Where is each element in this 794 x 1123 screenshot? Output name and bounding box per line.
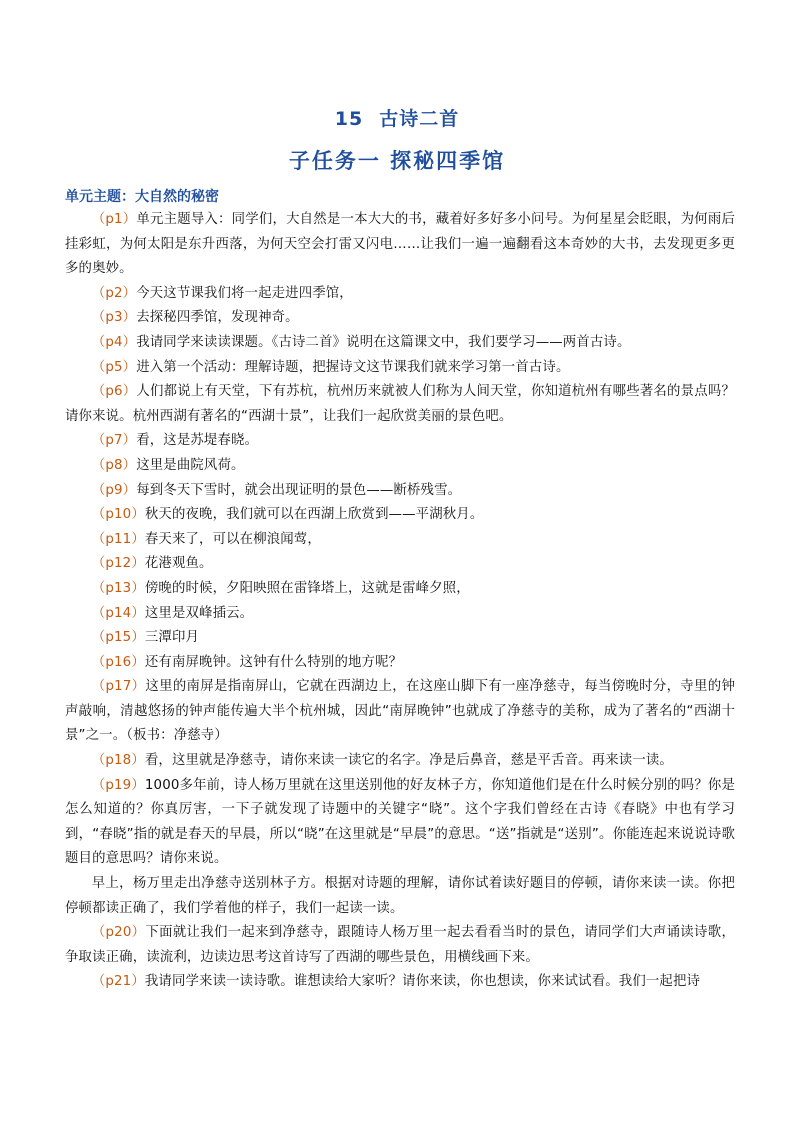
paragraph-tag: （p14） (91, 605, 145, 621)
paragraph (65, 503, 735, 528)
lesson-number: 15 (334, 108, 364, 130)
paragraph-text: 1000多年前，诗人杨万里就在这里送别他的好友林子方，你知道他们是在什么时候分别的吗？你是怎么知道的？你真厉害，一下子就发现了诗题中的关键字“晓”。这个字我们曾经在古诗《春晓》中也有学习到，“春晓”指的就是春天的早晨，所以“晓”在这里就是“早晨”的意思。“送”指就是“送别”。你能连起来说说诗歌题目的意思吗？请你来说。 (65, 777, 735, 867)
paragraph (65, 331, 735, 356)
paragraph-text: 今天这节课我们将一起走进四季馆， (136, 285, 353, 301)
lesson-title (0, 104, 794, 131)
paragraph-text: 每到冬天下雪时，就会出现证明的景色——断桥残雪。 (136, 482, 462, 498)
paragraph-tag: （p3） (91, 310, 137, 326)
subtask-title: 子任务一 探秘四季馆 (288, 149, 506, 173)
paragraph-text: 三潭印月 (144, 630, 200, 646)
paragraph-tag: （p10） (91, 507, 145, 523)
paragraph (65, 208, 735, 282)
paragraph (65, 651, 735, 676)
paragraph-tag: （p18） (91, 753, 145, 769)
paragraph-text: 我请同学来读读课题。《古诗二首》说明在这篇课文中，我们要学习——两首古诗。 (136, 334, 631, 350)
paragraph-text: 这里是曲院风荷。 (136, 457, 245, 473)
paragraph (65, 552, 735, 577)
paragraph-tag: （p15） (91, 630, 145, 646)
paragraph (65, 626, 735, 651)
paragraph-tag: （p1） (91, 212, 137, 227)
paragraph-tag: （p2） (91, 285, 137, 301)
paragraph-text: 早上，杨万里走出净慈寺送别林子方。根据对诗题的理解，请你试着读好题目的停顿，请你来读一读。你把停顿都读正确了，我们学着他的样子，我们一起读一读。 (65, 876, 735, 916)
paragraph (65, 282, 735, 307)
lesson-body (65, 208, 735, 995)
paragraph (65, 356, 735, 381)
paragraph-text: 进入第一个活动：理解诗题，把握诗文这节课我们就来学习第一首古诗。 (136, 359, 570, 375)
paragraph-tag: （p7） (91, 433, 137, 449)
lesson-title-text: 古诗二首 (379, 108, 460, 130)
paragraph-tag: （p5） (91, 359, 137, 375)
paragraph-text: 傍晚的时候，夕阳映照在雷锋塔上，这就是雷峰夕照， (144, 580, 470, 596)
paragraph-text: 这里的南屏是指南屏山，它就在西湖边上，在这座山脚下有一座净慈寺，每当傍晚时分，寺里的钟声敲响，清越悠扬的钟声能传遍大半个杭州城，因此“南屏晚钟”也就成了净慈寺的美称，成为了著名的“西湖十景”之一。（板书：净慈寺） (65, 679, 735, 744)
paragraph-text: 花港观鱼。 (144, 556, 213, 572)
paragraph (65, 602, 735, 627)
paragraph-tag: （p13） (91, 580, 145, 596)
paragraph (65, 528, 735, 553)
paragraph-text: 下面就让我们一起来到净慈寺，跟随诗人杨万里一起去看看当时的景色，请同学们大声诵读诗歌，争取读正确，读流利，边读边思考这首诗写了西湖的哪些景色，用横线画下来。 (65, 925, 735, 965)
paragraph (65, 749, 735, 774)
paragraph-text: 单元主题导入：同学们，大自然是一本大大的书，藏着好多好多小问号。为何星星会眨眼，为何雨后挂彩虹，为何太阳是东升西落，为何天空会打雷又闪电……让我们一遍一遍翻看这本奇妙的大书，去发现更多更多的奥妙。 (65, 212, 735, 277)
paragraph-text: 去探秘四季馆，发现神奇。 (136, 310, 299, 326)
paragraph-text: 春天来了，可以在柳浪闻莺， (144, 531, 321, 547)
paragraph (65, 675, 735, 749)
paragraph-tag: （p12） (91, 556, 145, 572)
paragraph (65, 429, 735, 454)
unit-theme: 单元主题：大自然的秘密 (65, 189, 219, 205)
paragraph-tag: （p4） (91, 334, 137, 350)
paragraph-tag: （p20） (91, 925, 146, 941)
paragraph-text: 我请同学来读一读诗歌。谁想读给大家听？请你来读，你也想读，你来试试看。我们一起把诗 (144, 974, 701, 990)
paragraph (65, 872, 735, 921)
paragraph (65, 577, 735, 602)
paragraph (65, 774, 735, 872)
paragraph-tag: （p16） (91, 654, 145, 670)
paragraph (65, 380, 735, 429)
paragraph-tag: （p19） (91, 777, 145, 793)
paragraph-text: 还有南屏晚钟。这钟有什么特别的地方呢？ (144, 654, 403, 670)
paragraph (65, 970, 735, 995)
paragraph-tag: （p6） (91, 384, 137, 400)
paragraph-tag: （p21） (91, 974, 145, 990)
paragraph (65, 921, 735, 970)
paragraph (65, 454, 735, 479)
paragraph-tag: （p9） (91, 482, 137, 498)
paragraph-text: 看，这是苏堤春晓。 (136, 433, 259, 449)
paragraph-text: 秋天的夜晚，我们就可以在西湖上欣赏到——平湖秋月。 (144, 507, 484, 523)
paragraph-text: 这里是双峰插云。 (144, 605, 254, 621)
paragraph-tag: （p11） (91, 531, 145, 547)
paragraph-text: 人们都说上有天堂，下有苏杭，杭州历来就被人们称为人间天堂，你知道杭州有哪些著名的景点吗？请你来说。杭州西湖有著名的“西湖十景”，让我们一起欣赏美丽的景色吧。 (65, 384, 735, 424)
paragraph-text: 看，这里就是净慈寺，请你来读一读它的名字。净是后鼻音，慈是平舌音。再来读一读。 (144, 753, 673, 769)
paragraph (65, 479, 735, 504)
paragraph-tag: （p8） (91, 457, 137, 473)
paragraph (65, 306, 735, 331)
paragraph-tag: （p17） (91, 679, 146, 695)
